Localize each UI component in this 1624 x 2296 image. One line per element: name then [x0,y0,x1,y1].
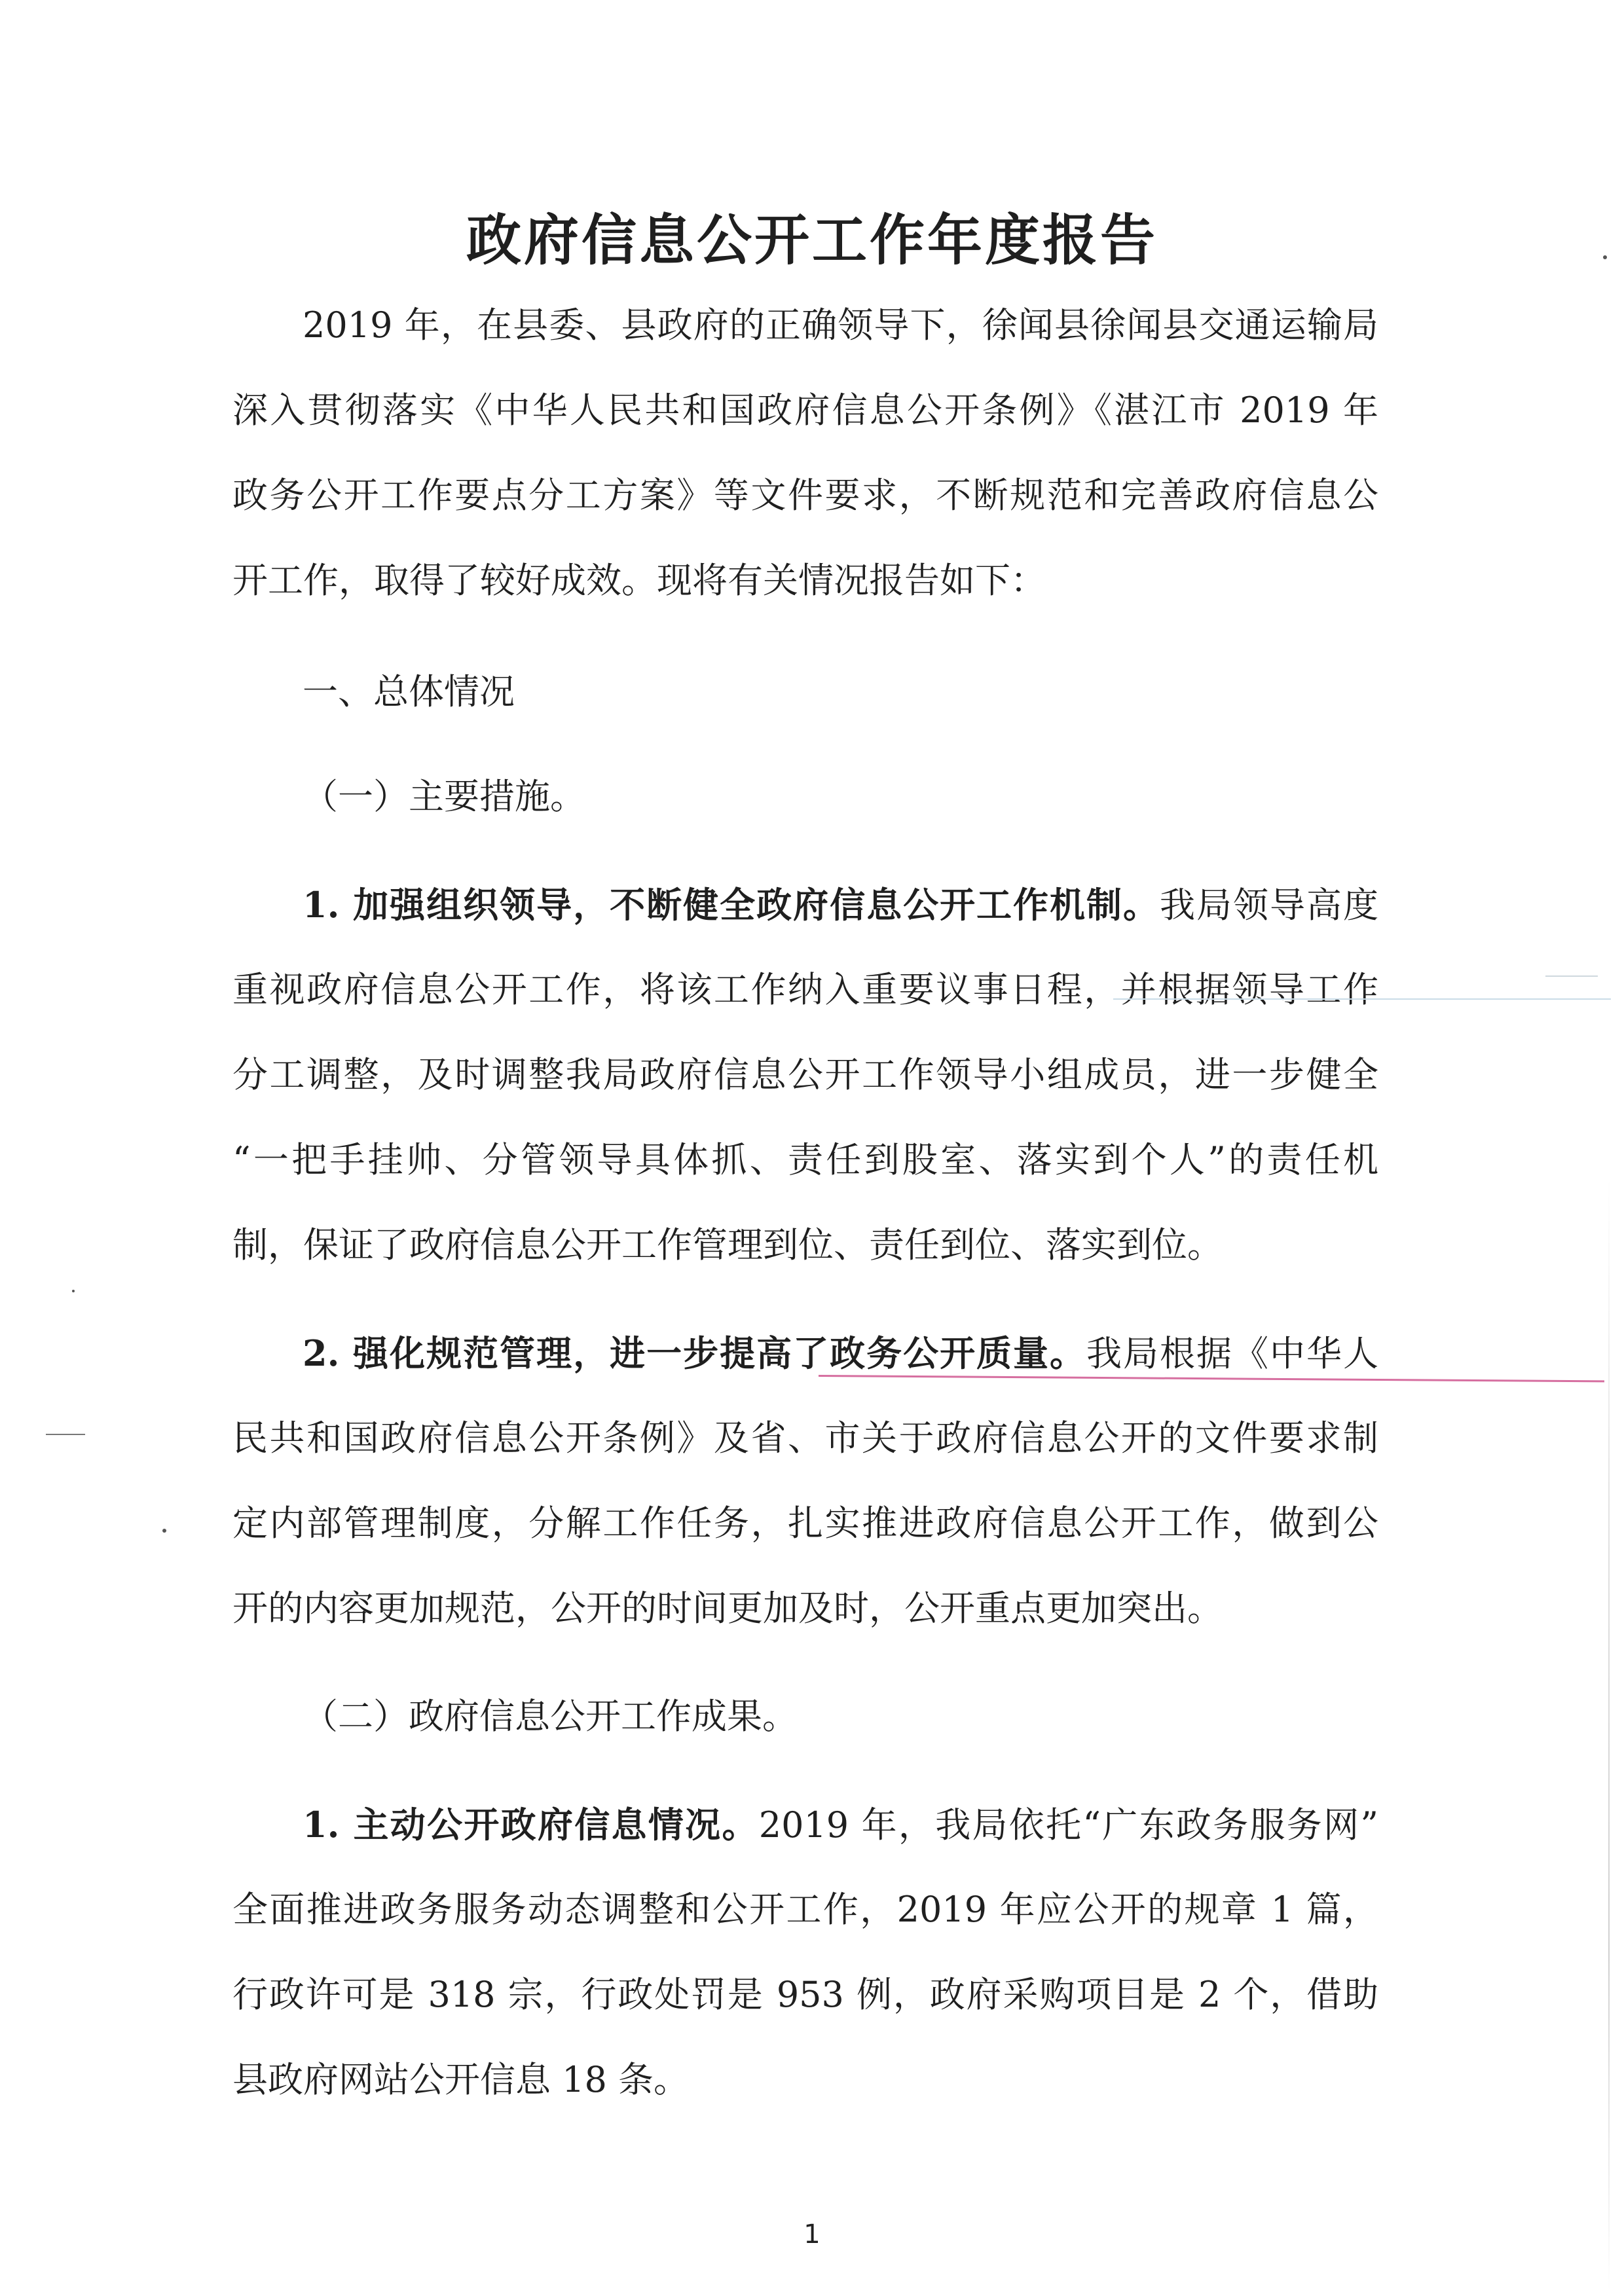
text-line: 深入贯彻落实《中华人民共和国政府信息公开条例》《湛江市 2019 年 [232,390,1378,431]
text-run: 我局根据《中华人 [1086,1333,1379,1374]
text-line [303,1332,1379,1374]
scan-speck [72,1290,75,1292]
scan-dash [1545,975,1598,977]
bold-lead: 1. 加强组织领导，不断健全政府信息公开工作机制。 [303,884,1160,926]
text-line: 开工作，取得了较好成效。现将有关情况报告如下： [232,560,1046,601]
text-line: 2019 年，在县委、县政府的正确领导下，徐闻县徐闻县交通运输局 [303,304,1378,346]
text-line [303,1804,1378,1846]
bold-lead: 2. 强化规范管理，进一步提高了政务公开质量。 [303,1332,1087,1374]
text-line: 制，保证了政府信息公开工作管理到位、责任到位、落实到位。 [232,1224,1223,1266]
text-line: 重视政府信息公开工作，将该工作纳入重要议事日程，并根据领导工作 [232,969,1378,1010]
subsection-heading: （二）政府信息公开工作成果。 [303,1696,798,1737]
text-line: 行政许可是 318 宗，行政处罚是 953 例，政府采购项目是 2 个，借助 [232,1974,1378,2015]
subsection-heading: （一）主要措施。 [303,776,585,817]
text-line: “一把手挂帅、分管领导具体抓、责任到股室、落实到个人”的责任机 [232,1139,1378,1180]
text-run: 2019 年，我局依托“广东政务服务网” [758,1804,1378,1846]
text-line: 分工调整，及时调整我局政府信息公开工作领导小组成员，进一步健全 [232,1054,1378,1095]
bold-lead: 1. 主动公开政府信息情况。 [303,1804,759,1846]
scan-dash [46,1434,85,1435]
text-line: 民共和国政府信息公开条例》及省、市关于政府信息公开的文件要求制 [232,1417,1378,1459]
scan-speck [162,1529,166,1533]
text-line: 政务公开工作要点分工方案》等文件要求，不断规范和完善政府信息公 [232,475,1378,516]
text-line: 全面推进政务服务动态调整和公开工作，2019 年应公开的规章 1 篇， [232,1889,1378,1930]
text-line [303,884,1379,926]
text-line: 县政府网站公开信息 18 条。 [232,2059,690,2100]
section-heading: 一、总体情况 [303,671,515,712]
text-line: 定内部管理制度，分解工作任务，扎实推进政府信息公开工作，做到公 [232,1503,1378,1544]
text-line: 开的内容更加规范，公开的时间更加及时，公开重点更加突出。 [232,1588,1223,1629]
pen-underline-mark [819,1375,1604,1382]
page-title: 政府信息公开工作年度报告 [466,208,1158,272]
scan-edge-shadow [1608,1178,1610,2291]
faint-line-mark [1113,998,1611,1000]
scan-speck [1603,255,1607,259]
text-run: 我局领导高度 [1160,884,1379,926]
page-number: 1 [803,2219,821,2250]
